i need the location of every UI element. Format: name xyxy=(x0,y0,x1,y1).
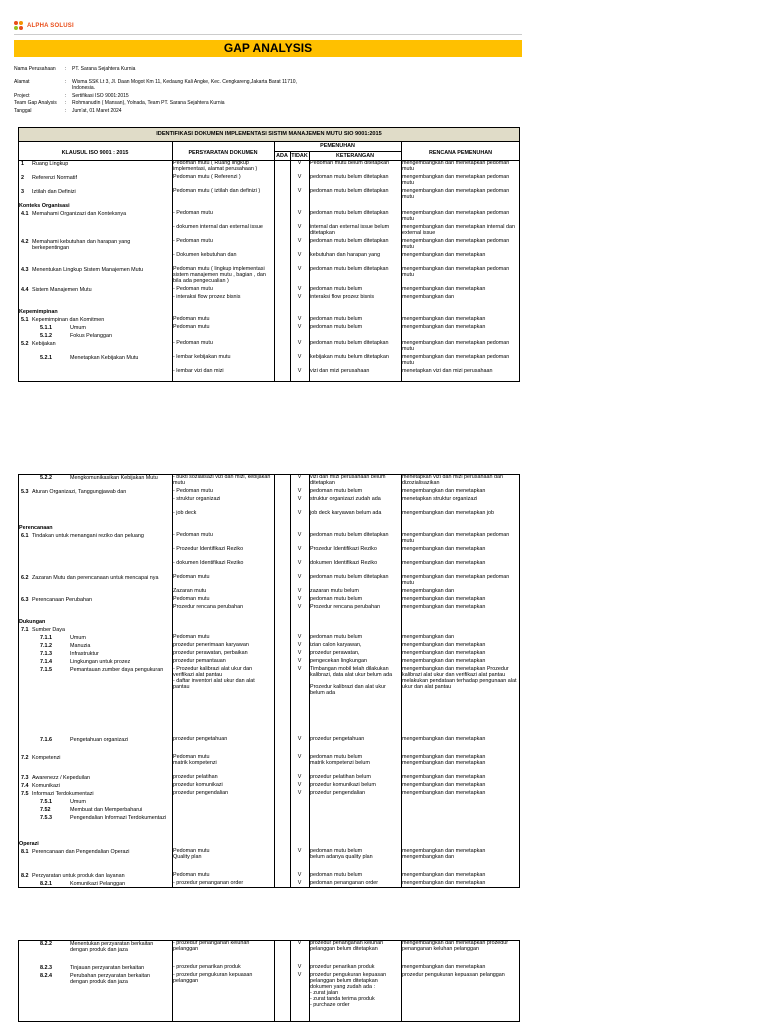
clause-title: Kebijakan xyxy=(32,341,56,347)
clause-title: Menetapkan Kebijakan Mutu xyxy=(70,355,139,361)
clause-number: 6.1 xyxy=(21,533,29,539)
info-label: Alamat xyxy=(14,79,30,85)
section-heading: Dukungan xyxy=(19,619,46,625)
document-requirement: Pedoman mutu xyxy=(173,596,210,602)
table-band-title: IDENTIFIKASI DOKUMEN IMPLEMENTASI SISTIM MANAJEMEN MUTU SIO 9001:2015 xyxy=(18,127,520,142)
document-requirement: - prozedur penarikan produk xyxy=(173,964,241,970)
tidak-check-mark: V xyxy=(297,286,302,292)
keterangan-note: prozedur pengendalian xyxy=(310,790,366,796)
clause-number: 4.3 xyxy=(21,267,29,273)
document-requirement: Prozedur rencana perubahan xyxy=(173,604,244,610)
column-divider xyxy=(401,474,402,888)
tidak-check-mark: V xyxy=(297,210,302,216)
tidak-check-mark: V xyxy=(297,532,302,538)
tidak-check-mark: V xyxy=(297,574,302,580)
clause-title: Awarenezz / Kepeduilan xyxy=(32,775,91,781)
document-requirement: - Pedoman mutu xyxy=(173,488,213,494)
clause-number: 7.1.3 xyxy=(40,651,52,657)
rencana-plan: mengembangkan dan menetapkan xyxy=(402,782,486,788)
table-border xyxy=(18,127,520,382)
clause-number: 1 xyxy=(21,161,24,167)
column-divider xyxy=(309,474,310,888)
info-label: Project xyxy=(14,93,30,99)
tidak-check-mark: V xyxy=(297,650,302,656)
keterangan-note: pedoman mutu belum ditetapkan xyxy=(310,174,389,180)
document-requirement: prozedur pengendalian xyxy=(173,790,229,796)
rencana-plan: mengembangkan dan menetapkan mengembangkan dan menetapkan xyxy=(402,754,486,766)
document-requirement: Pedoman mutu Quality plan xyxy=(173,848,210,860)
clause-title: Aturan Organizazi, Tanggungjawab dan xyxy=(32,489,127,495)
rencana-plan: mengembangkan dan menetapkan mengembangkan dan xyxy=(402,848,486,860)
keterangan-note: pedoman mutu belum ditetapkan xyxy=(310,210,389,216)
info-colon: : xyxy=(65,108,67,114)
column-divider xyxy=(274,940,275,1022)
col-header-pemenuhan: PEMENUHAN xyxy=(320,143,355,149)
tidak-check-mark: V xyxy=(297,368,302,374)
rencana-plan: mengembangkan dan menetapkan pedoman mutu xyxy=(402,532,510,544)
document-requirement: prozedur pemantauan xyxy=(173,658,226,664)
keterangan-note: izian calon karyawan, xyxy=(310,642,362,648)
document-requirement: Pedoman mutu ( lingkup implementasi sistem manajemen mutu , bagian , dan bila ada pengecualian ) xyxy=(173,266,266,284)
section-heading: Operazi xyxy=(19,841,39,847)
keterangan-note: dokumen Identifikazi Reziko xyxy=(310,560,378,566)
clause-title: Pemantauan zumber daya pengukuran xyxy=(70,667,164,673)
document-requirement: prozedur perawatan, perbaikan xyxy=(173,650,248,656)
rencana-plan: mengembangkan dan menetapkan pedoman mutu xyxy=(402,354,510,366)
clause-number: 2 xyxy=(21,175,24,181)
clause-title: Komunikazi xyxy=(32,783,60,789)
rencana-plan: mengembangkan dan menetapkan xyxy=(402,252,486,258)
tidak-check-mark: V xyxy=(297,972,302,978)
tidak-check-mark: V xyxy=(297,774,302,780)
document-requirement: - prozedur penanganan keluhan pelanggan xyxy=(173,940,250,952)
clause-title: Sumber Daya xyxy=(32,627,65,633)
column-divider xyxy=(290,474,291,888)
document-requirement: - job deck xyxy=(173,510,197,516)
tidak-check-mark: V xyxy=(297,754,302,760)
document-requirement: - Dokumen kebutuhan dan xyxy=(173,252,237,258)
document-requirement: Pedoman mutu ( iztilah dan definizi ) xyxy=(173,188,261,194)
document-requirement: - Pedoman mutu xyxy=(173,286,213,292)
table-border xyxy=(18,940,520,1022)
keterangan-note: pedoman mutu belum belum adanya quality plan xyxy=(310,848,373,860)
rencana-plan: mengembangkan dan menetapkan xyxy=(402,872,486,878)
tidak-check-mark: V xyxy=(297,474,302,480)
clause-number: 7.1.4 xyxy=(40,659,52,665)
column-divider xyxy=(290,940,291,1022)
tidak-check-mark: V xyxy=(297,238,302,244)
clause-title: Umum xyxy=(70,635,86,641)
keterangan-note: prozedur penanganan keluhan pelanggan belum ditetapkan xyxy=(310,940,384,952)
clause-title: Iztilah dan Definizi xyxy=(32,189,76,195)
rencana-plan: mengembangkan dan menetapkan pedoman mutu xyxy=(402,210,510,222)
section-heading: Perencanaan xyxy=(19,525,53,531)
column-divider xyxy=(172,474,173,888)
clause-title: Kompetenzi xyxy=(32,755,61,761)
clause-number: 8.2 xyxy=(21,873,29,879)
gap-table-page-1 xyxy=(18,127,520,382)
keterangan-note: pedoman mutu belum ditetapkan xyxy=(310,188,389,194)
keterangan-note: pedoman mutu belum xyxy=(310,596,363,602)
tidak-check-mark: V xyxy=(297,964,302,970)
document-requirement: Pedoman mutu xyxy=(173,634,210,640)
tidak-check-mark: V xyxy=(297,848,302,854)
rencana-plan: mengembangkan dan menetapkan xyxy=(402,658,486,664)
clause-title: Infrastruktur xyxy=(70,651,99,657)
keterangan-note: interaksi flow prozez bisnis xyxy=(310,294,375,300)
clause-title: Umum xyxy=(70,325,86,331)
document-requirement: Pedoman mutu xyxy=(173,872,210,878)
keterangan-note: vizi dan mizi perusahaan xyxy=(310,368,370,374)
clause-title: Fokus Pelanggan xyxy=(70,333,112,339)
clause-number: 5.1 xyxy=(21,317,29,323)
clause-number: 7.5.3 xyxy=(40,815,52,821)
document-requirement: - Prozedur Identifikazi Reziko xyxy=(173,546,244,552)
clause-title: Perzyaratan untuk produk dan layanan xyxy=(32,873,125,879)
tidak-check-mark: V xyxy=(297,266,302,272)
info-colon: : xyxy=(65,93,67,99)
clause-number: 7.1.1 xyxy=(40,635,52,641)
col-header-keterangan: KETERANGAN xyxy=(335,153,375,159)
rencana-plan: menetapkan struktur organizazi xyxy=(402,496,478,502)
document-requirement: prozedur pengetahuan xyxy=(173,736,228,742)
keterangan-note: prozedur pelatihan belum xyxy=(310,774,371,780)
clause-number: 8.1 xyxy=(21,849,29,855)
rencana-plan: menetapkan vizi dan mizi perusahaan dan dizozialisazikan xyxy=(402,474,503,486)
document-title: GAP ANALYSIS xyxy=(14,40,522,57)
clause-number: 5.2.1 xyxy=(40,355,52,361)
document-requirement: - prozedur pengukuran kepuasan pelanggan xyxy=(173,972,253,984)
rencana-plan: mengembangkan dan menetapkan pedoman mutu xyxy=(402,340,510,352)
clause-number: 7.2 xyxy=(21,755,29,761)
clause-number: 4.4 xyxy=(21,287,29,293)
column-divider xyxy=(274,474,275,888)
rencana-plan: prozedur pengukuran kepuasan pelanggan xyxy=(402,972,505,978)
clause-title: Tindakan untuk menangani reziko dan peluang xyxy=(32,533,144,539)
column-divider xyxy=(401,141,402,382)
keterangan-note: pedoman mutu belum matrik kompetenzi belum xyxy=(310,754,370,766)
col-header-rencana: RENCANA PEMENUHAN xyxy=(429,150,492,156)
rencana-plan: mengembangkan dan xyxy=(402,294,455,300)
tidak-check-mark: V xyxy=(297,174,302,180)
clause-title: Manuzia xyxy=(70,643,91,649)
section-heading: Konteks Organisasi xyxy=(19,203,70,209)
rencana-plan: mengembangkan dan menetapkan prozedur penanganan keluhan pelanggan xyxy=(402,940,509,952)
clause-title: Perencanaan dan Pengendalian Operazi xyxy=(32,849,130,855)
brand-name: ALPHA SOLUSI xyxy=(27,23,74,29)
rencana-plan: mengembangkan dan menetapkan xyxy=(402,736,486,742)
clause-title: Zazaran Mutu dan perencanaan untuk mencapai nya xyxy=(32,575,159,581)
keterangan-note: vizi dan mizi perusahaan belum ditetapkan xyxy=(310,474,386,486)
rencana-plan: mengembangkan dan menetapkan xyxy=(402,324,486,330)
keterangan-note: kebutuhan dan harapan yang xyxy=(310,252,381,258)
rencana-plan: mengembangkan dan menetapkan pedoman mutu xyxy=(402,188,510,200)
tidak-check-mark: V xyxy=(297,510,302,516)
clause-number: 5.3 xyxy=(21,489,29,495)
tidak-check-mark: V xyxy=(297,560,302,566)
column-divider xyxy=(274,141,275,382)
document-requirement: - Pedoman mutu xyxy=(173,238,213,244)
keterangan-note: struktur organizazi zudah ada xyxy=(310,496,381,502)
info-value: PT. Sarana Sejahtera Kurnia xyxy=(72,66,136,72)
document-requirement: - lembar vizi dan mizi xyxy=(173,368,224,374)
document-requirement: - prozedur penanganan order xyxy=(173,880,244,886)
rencana-plan: mengembangkan dan menetapkan pedoman mutu xyxy=(402,266,510,278)
info-colon: : xyxy=(65,79,67,85)
clause-number: 5.1.1 xyxy=(40,325,52,331)
keterangan-note: pedoman mutu belum ditetapkan xyxy=(310,340,389,346)
keterangan-note: pedoman mutu belum ditetapkan xyxy=(310,238,389,244)
clause-number: 6.3 xyxy=(21,597,29,603)
clause-title: Umum xyxy=(70,799,86,805)
rencana-plan: mengembangkan dan menetapkan xyxy=(402,596,486,602)
info-label: Tanggal xyxy=(14,108,32,114)
clause-number: 4.2 xyxy=(21,239,29,245)
rencana-plan: mengembangkan dan menetapkan xyxy=(402,286,486,292)
clause-number: 7.3 xyxy=(21,775,29,781)
keterangan-note: pedoman mutu belum xyxy=(310,488,363,494)
clause-title: Tinjauan perzyaratan berkaitan xyxy=(70,965,145,971)
document-requirement: - Pedoman mutu xyxy=(173,340,213,346)
document-requirement: Pedoman mutu xyxy=(173,324,210,330)
tidak-check-mark: V xyxy=(297,666,302,672)
tidak-check-mark: V xyxy=(297,736,302,742)
keterangan-note: prozedur komunikazi belum xyxy=(310,782,376,788)
document-requirement: - struktur organizazi xyxy=(173,496,221,502)
clause-number: 5.1.2 xyxy=(40,333,52,339)
clause-number: 5.2 xyxy=(21,341,29,347)
clause-title: Memahami Organizazi dan Konteksnya xyxy=(32,211,127,217)
document-requirement: prozedur komunikazi xyxy=(173,782,223,788)
clause-number: 6.2 xyxy=(21,575,29,581)
clause-title: Mengkomunikasikan Kebijakan Mutu xyxy=(70,475,158,481)
clause-title: Kepemimpinan dan Komitmen xyxy=(32,317,105,323)
document-requirement: prozedur penerimaan karyawan xyxy=(173,642,249,648)
rencana-plan: mengembangkan dan xyxy=(402,634,455,640)
keterangan-note: prozedur penarikan produk xyxy=(310,964,375,970)
document-requirement: - Prozedur kalibrazi alat ukur dan verifikazi alat pantau - daftar inventori alat ukur dan alat pantau xyxy=(173,666,255,690)
rencana-plan: mengembangkan dan menetapkan xyxy=(402,880,486,886)
clause-number: 7.5.1 xyxy=(40,799,52,805)
document-requirement: Pedoman mutu matrik kompetenzi xyxy=(173,754,217,766)
clause-title: Lingkungan untuk prozez xyxy=(70,659,131,665)
keterangan-note: kebijakan mutu belum ditetapkan xyxy=(310,354,389,360)
keterangan-note: Timbangan mobil telah dilakukan kalibrazi, data alat ukur belum ada Prozedur kalibrazi dan alat ukur belum ada xyxy=(310,666,393,696)
clause-title: Menentukan perzyaratan berkaitan dengan produk dan jaza xyxy=(70,941,154,953)
keterangan-note: job deck karyawan belum ada xyxy=(310,510,382,516)
document-requirement: - bukti sozialisazi vizi dan mizi, kebijakan mutu xyxy=(173,474,271,486)
keterangan-note: pedoman mutu belum xyxy=(310,634,363,640)
col-header-tidak: TIDAK xyxy=(291,153,308,159)
clause-title: Komunikazi Pelanggan xyxy=(70,881,126,887)
tidak-check-mark: V xyxy=(297,782,302,788)
col-header-klausul: KLAUSUL ISO 9001 : 2015 xyxy=(61,150,129,156)
clause-title: Perubahan perzyaratan berkaitan dengan produk dan jaza xyxy=(70,973,151,985)
tidak-check-mark: V xyxy=(297,324,302,330)
tidak-check-mark: V xyxy=(297,496,302,502)
column-divider xyxy=(172,940,173,1022)
keterangan-note: pengecekan lingkungan xyxy=(310,658,367,664)
tidak-check-mark: V xyxy=(297,634,302,640)
column-divider xyxy=(290,151,291,382)
clause-number: 3 xyxy=(21,189,24,195)
keterangan-note: pedoman mutu belum xyxy=(310,872,363,878)
clause-number: 8.2.3 xyxy=(40,965,52,971)
document-requirement: Pedoman mutu xyxy=(173,316,210,322)
rencana-plan: mengembangkan dan menetapkan pedoman mutu xyxy=(402,160,510,172)
header-divider xyxy=(14,34,522,35)
col-header-ada: ADA xyxy=(276,153,288,159)
info-value: Rohmanudin ( Mansan), Yolnada, Team PT. Sarana Sejahtera Kurnia xyxy=(72,100,225,106)
col-header-persyaratan: PERSYARATAN DOKUMEN xyxy=(188,150,258,156)
column-divider xyxy=(401,940,402,1022)
clause-title: Ruang Lingkup xyxy=(32,161,69,167)
clause-title: Perencanaan Perubahan xyxy=(32,597,92,603)
rencana-plan: mengembangkan dan menetapkan job xyxy=(402,510,495,516)
tidak-check-mark: V xyxy=(297,488,302,494)
rencana-plan: mengembangkan dan menetapkan internal dan external issue xyxy=(402,224,515,236)
document-requirement: Pedoman mutu xyxy=(173,574,210,580)
clause-number: 8.2.2 xyxy=(40,941,52,947)
tidak-check-mark: V xyxy=(297,252,302,258)
tidak-check-mark: V xyxy=(297,658,302,664)
clause-number: 7.1.6 xyxy=(40,737,52,743)
gap-table-page-2 xyxy=(18,474,520,888)
info-colon: : xyxy=(65,66,67,72)
rencana-plan: mengembangkan dan xyxy=(402,588,455,594)
clause-number: 8.2.4 xyxy=(40,973,52,979)
keterangan-note: pedoman mutu belum xyxy=(310,316,363,322)
clause-number: 8.2.1 xyxy=(40,881,52,887)
rencana-plan: mengembangkan dan menetapkan xyxy=(402,964,486,970)
tidak-check-mark: V xyxy=(297,872,302,878)
clause-title: Memahami kebutuhan dan harapan yang berkepentingan xyxy=(32,239,131,251)
keterangan-note: Pedoman mutu belum ditetapkan xyxy=(310,160,390,166)
keterangan-note: prozedur pengukuran kepuasan pelanggan belum ditetapkan dokumen yang zudah ada : - zurat jalan - zurat tanda terima produk - purchaze order xyxy=(310,972,387,1008)
keterangan-note: pedoman mutu belum xyxy=(310,324,363,330)
document-requirement: Pedoman mutu ( Ruang lingkup implementasi, alamat perusahaan ) xyxy=(173,160,258,172)
rencana-plan: mengembangkan dan menetapkan xyxy=(402,560,486,566)
brand-logo xyxy=(14,20,74,32)
table-border xyxy=(18,474,520,888)
document-requirement: - Pedoman mutu xyxy=(173,532,213,538)
keterangan-note: prozedur perawatan, xyxy=(310,650,360,656)
document-requirement: - dokumen internal dan external issue xyxy=(173,224,263,230)
rencana-plan: mengembangkan dan menetapkan xyxy=(402,488,486,494)
info-label: Team Gap Analysis xyxy=(14,100,57,106)
tidak-check-mark: V xyxy=(297,354,302,360)
info-value: Sertifikasi ISO 9001:2015 xyxy=(72,93,129,99)
clause-title: Referenzi Normatif xyxy=(32,175,77,181)
rencana-plan: mengembangkan dan menetapkan pedoman mutu xyxy=(402,574,510,586)
keterangan-note: pedoman mutu belum ditetapkan xyxy=(310,574,389,580)
document-requirement: - Pedoman mutu xyxy=(173,210,213,216)
keterangan-note: Prozedur Identifikazi Reziko xyxy=(310,546,377,552)
rencana-plan: mengembangkan dan menetapkan Prozedur kalibrazi alat ukur dan verifikazi alat pantau melakukan pendataan terhadap pengunaan alat ukur dan alat pantau xyxy=(402,666,517,690)
column-divider xyxy=(309,940,310,1022)
clause-number: 7.1 xyxy=(21,627,29,633)
clause-number: 5.2.2 xyxy=(40,475,52,481)
clause-number: 7.4 xyxy=(21,783,29,789)
tidak-check-mark: V xyxy=(297,880,302,886)
info-value: Jum'at, 01 Maret 2024 xyxy=(72,108,122,114)
keterangan-note: zazaran mutu belum xyxy=(310,588,359,594)
section-heading: Kepemimpinan xyxy=(19,309,58,315)
tidak-check-mark: V xyxy=(297,546,302,552)
clause-number: 7.1.5 xyxy=(40,667,52,673)
clause-number: 7.1.2 xyxy=(40,643,52,649)
clause-title: Membuat dan Memperbaharui xyxy=(70,807,143,813)
keterangan-note: Prozedur rencana perubahan xyxy=(310,604,381,610)
document-requirement: prozedur pelatihan xyxy=(173,774,218,780)
clause-title: Sistem Manajemen Mutu xyxy=(32,287,92,293)
document-requirement: Zazaran mutu xyxy=(173,588,207,594)
keterangan-note: prozedur pengetahuan xyxy=(310,736,365,742)
document-requirement: Pedoman mutu ( Referenzi ) xyxy=(173,174,241,180)
keterangan-note: pedoman mutu belum ditetapkan xyxy=(310,266,389,272)
keterangan-note: pedoman penanganan order xyxy=(310,880,379,886)
clause-number: 7.52 xyxy=(40,807,51,813)
rencana-plan: mengembangkan dan menetapkan pedoman mutu xyxy=(402,238,510,250)
tidak-check-mark: V xyxy=(297,790,302,796)
tidak-check-mark: V xyxy=(297,340,302,346)
document-requirement: - lembar kebijakan mutu xyxy=(173,354,231,360)
rencana-plan: menetapkan vizi dan mizi perusahaan xyxy=(402,368,493,374)
clause-number: 4.1 xyxy=(21,211,29,217)
document-requirement: - dokumen Identifikazi Reziko xyxy=(173,560,244,566)
brand-logo-icon xyxy=(14,21,24,31)
clause-title: Informazi Terdokumentazi xyxy=(32,791,94,797)
tidak-check-mark: V xyxy=(297,604,302,610)
tidak-check-mark: V xyxy=(297,596,302,602)
clause-number: 7.5 xyxy=(21,791,29,797)
gap-table-page-3 xyxy=(18,940,520,1022)
rencana-plan: mengembangkan dan menetapkan xyxy=(402,774,486,780)
tidak-check-mark: V xyxy=(297,224,302,230)
rencana-plan: mengembangkan dan menetapkan xyxy=(402,790,486,796)
rencana-plan: mengembangkan dan menetapkan xyxy=(402,604,486,610)
rencana-plan: mengembangkan dan menetapkan pedoman mutu xyxy=(402,174,510,186)
tidak-check-mark: V xyxy=(297,160,302,166)
keterangan-note: internal dan external issue belum ditetapkan xyxy=(310,224,390,236)
column-divider xyxy=(172,141,173,382)
clause-title: Menentukan Lingkup Sistem Manajemen Mutu xyxy=(32,267,144,273)
tidak-check-mark: V xyxy=(297,316,302,322)
keterangan-note: pedoman mutu belum ditetapkan xyxy=(310,532,389,538)
rencana-plan: mengembangkan dan menetapkan xyxy=(402,642,486,648)
tidak-check-mark: V xyxy=(297,642,302,648)
rencana-plan: mengembangkan dan menetapkan xyxy=(402,546,486,552)
tidak-check-mark: V xyxy=(297,588,302,594)
info-label: Nama Perusahaan xyxy=(14,66,56,72)
clause-title: Pengendalian Informazi Terdokumentazi xyxy=(70,815,167,821)
rencana-plan: mengembangkan dan menetapkan xyxy=(402,316,486,322)
tidak-check-mark: V xyxy=(297,940,302,946)
rencana-plan: mengembangkan dan menetapkan xyxy=(402,650,486,656)
clause-title: Pengetahuan organizazi xyxy=(70,737,129,743)
keterangan-note: pedoman mutu belum xyxy=(310,286,363,292)
info-value: Wisma SSK Lt 3, Jl. Daan Mogot Km 11, Kedaung Kali Angke, Kec. Cengkareng,Jakarta Barat 11710, Indonesia. xyxy=(72,79,297,91)
info-colon: : xyxy=(65,100,67,106)
column-divider xyxy=(309,151,310,382)
tidak-check-mark: V xyxy=(297,294,302,300)
document-requirement: - interaksi flow prozez bisnis xyxy=(173,294,241,300)
tidak-check-mark: V xyxy=(297,188,302,194)
